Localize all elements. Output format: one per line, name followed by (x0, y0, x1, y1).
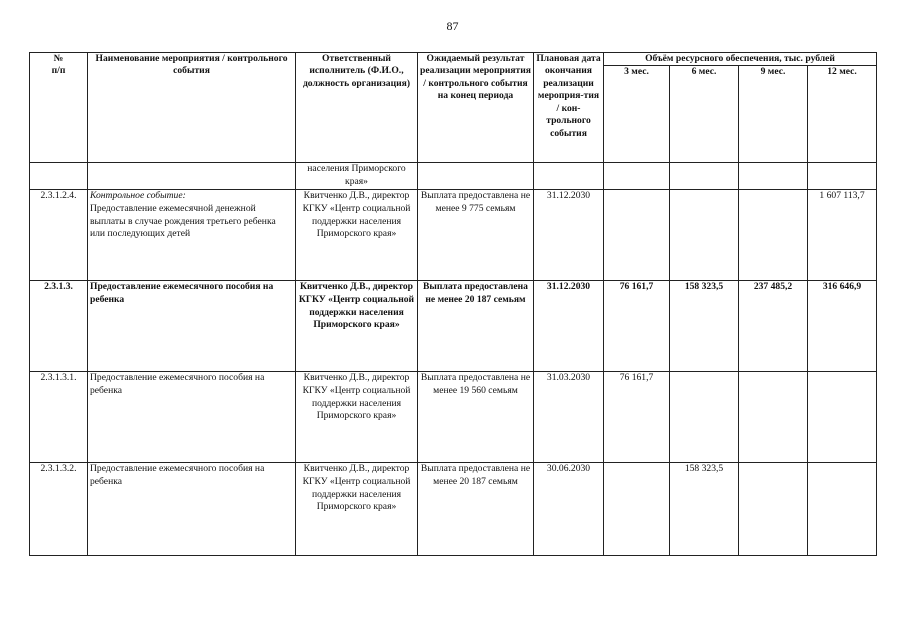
cell-result: Выплата предоставлена не менее 9 775 семьям (418, 190, 534, 281)
cell-m9 (739, 190, 808, 281)
header-3-months: 3 мес. (604, 66, 670, 163)
cell-m12 (808, 463, 877, 556)
cell-name (88, 163, 296, 190)
header-number: № п/п (30, 53, 88, 163)
cell-result: Выплата предоставлена не менее 20 187 семьям (418, 281, 534, 372)
cell-m9: 237 485,2 (739, 281, 808, 372)
cell-executor: населения Приморского края» (296, 163, 418, 190)
cell-date: 30.06.2030 (534, 463, 604, 556)
cell-number: 2.3.1.3.1. (30, 372, 88, 463)
cell-number: 2.3.1.3.2. (30, 463, 88, 556)
cell-m9 (739, 372, 808, 463)
cell-name (88, 190, 296, 281)
control-event-label: Контрольное событие: (90, 190, 186, 202)
cell-executor: Квитченко Д.В., директор КГКУ «Центр социальной поддержки населения Приморского края» (296, 372, 418, 463)
cell-name: Предоставление ежемесячного пособия на ребенка (88, 281, 296, 372)
cell-m12: 316 646,9 (808, 281, 877, 372)
cell-executor: Квитченко Д.В., директор КГКУ «Центр социальной поддержки населения Приморского края» (296, 463, 418, 556)
header-12-months: 12 мес. (808, 66, 877, 163)
cell-m6 (670, 163, 739, 190)
header-6-months: 6 мес. (670, 66, 739, 163)
cell-m3 (604, 163, 670, 190)
action-plan-table (29, 52, 877, 556)
cell-result: Выплата предоставлена не менее 20 187 семьям (418, 463, 534, 556)
table-row (30, 190, 877, 281)
cell-m6: 158 323,5 (670, 281, 739, 372)
page-number: 87 (446, 19, 459, 33)
header-executor: Ответственный исполнитель (Ф.И.О., должность организация) (296, 53, 418, 163)
cell-m3 (604, 190, 670, 281)
cell-number: 2.3.1.3. (30, 281, 88, 372)
cell-m12 (808, 163, 877, 190)
cell-name-text: Предоставление ежемесячной денежной выплаты в случае рождения третьего ребенка или последующих детей (90, 203, 276, 240)
header-result: Ожидаемый результат реализации мероприятия / контрольного события на конец периода (418, 53, 534, 163)
cell-m12 (808, 372, 877, 463)
cell-m3: 76 161,7 (604, 281, 670, 372)
cell-executor: Квитченко Д.В., директор КГКУ «Центр социальной поддержки населения Приморского края» (296, 281, 418, 372)
header-resources: Объём ресурсного обеспечения, тыс. рублей (604, 53, 877, 66)
cell-date (534, 163, 604, 190)
cell-m12: 1 607 113,7 (808, 190, 877, 281)
cell-m6 (670, 190, 739, 281)
table-row-continuation (30, 163, 877, 190)
table-row (30, 281, 877, 372)
header-date: Плановая дата окончания реализации мероприя-тия / кон-трольного события (534, 53, 604, 163)
cell-number (30, 163, 88, 190)
cell-result: Выплата предоставлена не менее 19 560 семьям (418, 372, 534, 463)
cell-name: Предоставление ежемесячного пособия на ребенка (88, 463, 296, 556)
table-row (30, 463, 877, 556)
cell-m3 (604, 463, 670, 556)
table-row (30, 372, 877, 463)
cell-m6: 158 323,5 (670, 463, 739, 556)
cell-result (418, 163, 534, 190)
cell-date: 31.03.2030 (534, 372, 604, 463)
header-9-months: 9 мес. (739, 66, 808, 163)
cell-date: 31.12.2030 (534, 281, 604, 372)
header-name: Наименование мероприятия / контрольного события (88, 53, 296, 163)
cell-date: 31.12.2030 (534, 190, 604, 281)
cell-executor: Квитченко Д.В., директор КГКУ «Центр социальной поддержки населения Приморского края» (296, 190, 418, 281)
cell-m9 (739, 163, 808, 190)
cell-m9 (739, 463, 808, 556)
cell-name: Предоставление ежемесячного пособия на ребенка (88, 372, 296, 463)
cell-number: 2.3.1.2.4. (30, 190, 88, 281)
cell-m6 (670, 372, 739, 463)
cell-m3: 76 161,7 (604, 372, 670, 463)
